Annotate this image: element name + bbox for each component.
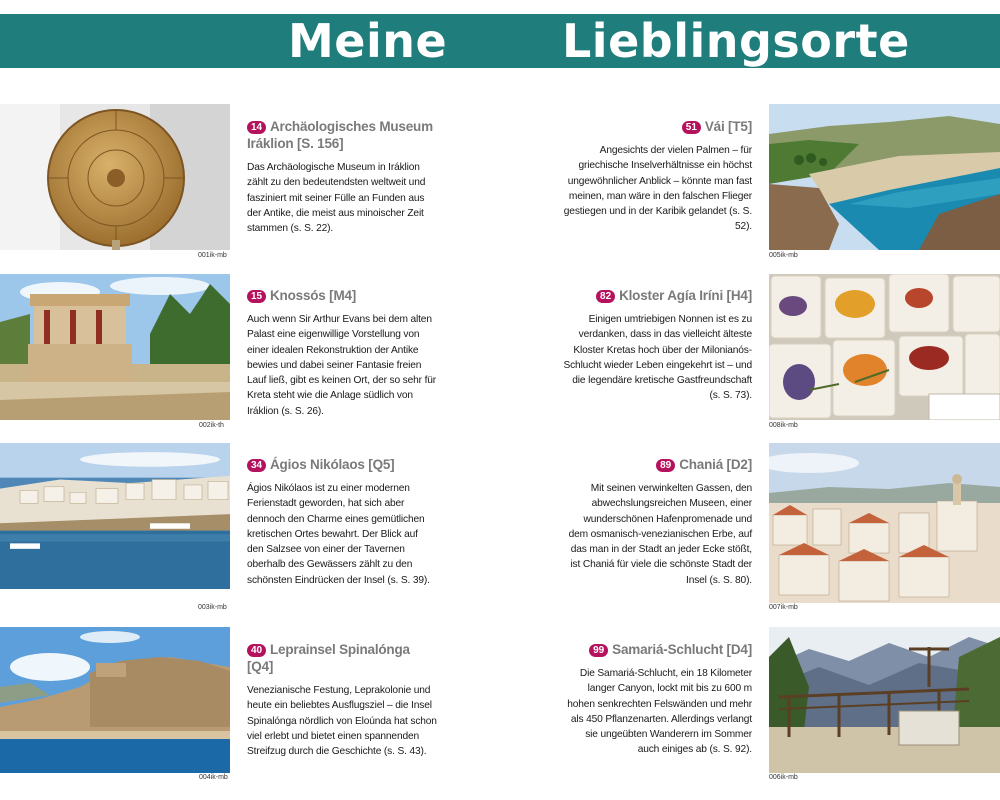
entry-title-text: Ágios Nikólaos [Q5]	[270, 457, 395, 472]
entry-number-badge: 99	[589, 644, 608, 657]
photo-flower-soaps	[769, 274, 1000, 420]
photo-credit: 006ik-mb	[769, 774, 798, 781]
photo-spinalonga	[0, 627, 230, 773]
entry-text: Die Samariá-Schlucht, ein 18 Kilometer langer Canyon, lockt mit bis zu 600 m hohen senkrechten Felswänden und mehr als 450 Pflanzenarten. Allerdings verlangt sie ungeübten Wanderern im Sommer auch einiges ab (s. S. 92).	[567, 668, 752, 756]
entry-agios-nikolaos	[247, 456, 437, 588]
entry-title-text: Kloster Agía Iríni [H4]	[619, 288, 752, 303]
photo-phaistos-disc	[0, 104, 230, 250]
entry-title-text: Chaniá [D2]	[679, 457, 752, 472]
entry-samaria	[562, 641, 752, 758]
entry-number-badge: 82	[596, 290, 615, 303]
entry-title	[247, 456, 437, 473]
entry-number-badge: 34	[247, 459, 266, 472]
entry-title	[562, 287, 752, 304]
entry-title-text: Vái [T5]	[704, 119, 752, 134]
entry-spinalonga	[247, 641, 437, 759]
photo-knossos	[0, 274, 230, 420]
entry-chania	[562, 456, 752, 588]
photo-vai-beach	[769, 104, 1000, 250]
photo-credit: 007ik-mb	[769, 604, 798, 611]
photo-credit: 004ik-mb	[199, 774, 228, 781]
entry-title	[247, 641, 437, 675]
entry-text: Mit seinen verwinkelten Gassen, den abwechslungsreichen Museen, einer wunderschönen Hafenpromenade und dem osmanisch-venezianischen Erbe, auf das man in der Stadt an jeder Ecke stößt, ist Chaniá für viele die schönste Stadt der Insel (s. S. 80).	[568, 483, 752, 586]
photo-credit: 002ik-th	[199, 422, 224, 429]
entry-title	[562, 456, 752, 473]
entry-agia-irini	[562, 287, 752, 404]
photo-samaria-gorge	[769, 627, 1000, 773]
entry-text: Auch wenn Sir Arthur Evans bei dem alten Palast eine eigenwillige Vorstellung von einer idealen Rekonstruktion der Antike bewies und dabei seiner Fantasie freien Lauf ließ, gibt es keinen Ort, der so sehr für Kreta steht wie die Anlage südlich von Iráklion (s. S. 26).	[247, 314, 437, 417]
entry-text: Ágios Nikólaos ist zu einer modernen Ferienstadt geworden, hat sich aber dennoch den Charme eines gemütlichen kretischen Ortes bewahrt. Der Blick auf den Salzsee von einer der Tavernen oberhalb des Gewässers zählt zu den schönsten Eindrücken der Insel (s. S. 39).	[247, 483, 430, 586]
entry-number-badge: 89	[656, 459, 675, 472]
entry-archaeological-museum	[247, 118, 437, 236]
entry-number-badge: 15	[247, 290, 266, 303]
photo-chania	[769, 443, 1000, 603]
entry-text: Einigen umtriebigen Nonnen ist es zu verdanken, dass in das vielleicht älteste Kloster Kretas hoch über der Milonianós-Schlucht wieder Leben eingekehrt ist – und die legendäre kretische Gastfreundschaft (s. S. 73).	[563, 314, 752, 402]
photo-credit: 008ik-mb	[769, 422, 798, 429]
entry-title	[247, 118, 437, 152]
entry-knossos	[247, 287, 437, 419]
entry-text: Das Archäologische Museum in Iráklion zählt zu den bedeutendsten weltweit und fasziniert mit seiner Fülle an Funden aus der Antike, die meist aus minoischer Zeit stammen (s. S. 22).	[247, 162, 426, 235]
photo-credit: 005ik-mb	[769, 252, 798, 259]
entry-vai	[562, 118, 752, 235]
banner-title-right: Lieblingsorte	[562, 14, 910, 68]
entry-text: Venezianische Festung, Leprakolonie und heute ein beliebtes Ausflugsziel – die Insel Spinalónga nördlich von Eloúnda hat schon viel erlebt und bietet einen spannenden Streifzug durch die Geschichte (s. S. 43).	[247, 685, 437, 758]
photo-credit: 003ik-mb	[198, 604, 227, 611]
entry-title-text: Archäologisches Museum Iráklion [S. 156]	[247, 119, 433, 151]
entry-title	[562, 641, 752, 658]
entry-title-text: Leprainsel Spinalónga [Q4]	[247, 642, 410, 674]
entry-text: Angesichts der vielen Palmen – für griechische Inselverhältnisse ein höchst ungewöhnlicher Anblick – könnte man fast meinen, man wäre in den falschen Flieger gestiegen und in der Karibik gelandet (s. S. 52).	[563, 145, 752, 233]
entry-title-text: Samariá-Schlucht [D4]	[612, 642, 752, 657]
banner-title-left: Meine	[288, 14, 448, 68]
photo-agios-nikolaos	[0, 443, 230, 589]
entry-number-badge: 40	[247, 644, 266, 657]
entry-title	[247, 287, 437, 304]
entry-number-badge: 14	[247, 121, 266, 134]
entry-title-text: Knossós [M4]	[270, 288, 357, 303]
entry-title	[562, 118, 752, 135]
photo-credit: 001ik-mb	[198, 252, 227, 259]
entry-number-badge: 51	[682, 121, 701, 134]
